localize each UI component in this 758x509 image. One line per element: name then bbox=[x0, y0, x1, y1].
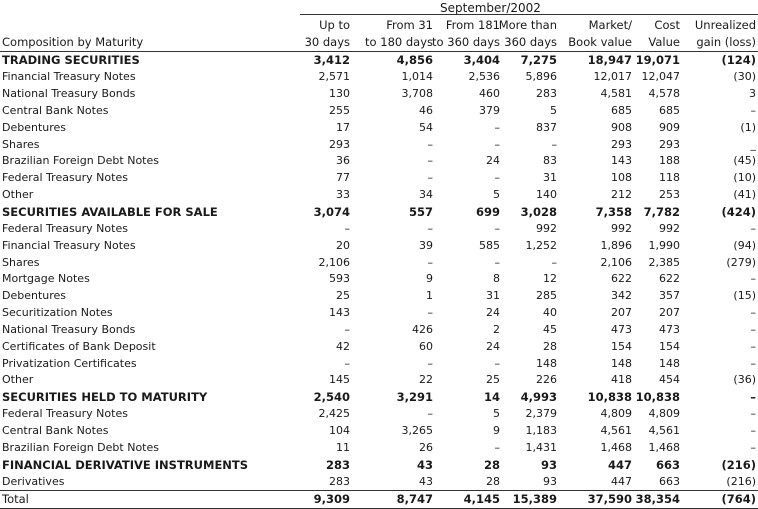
cell-181-to-360-days: – bbox=[494, 171, 500, 185]
column-header-row bbox=[0, 17, 758, 52]
cell-market-book-value: 10,838 bbox=[587, 390, 632, 405]
cell-up-to-30-days: 143 bbox=[329, 306, 350, 320]
row-label: Total bbox=[0, 490, 290, 508]
cell-181-to-360-days: 5 bbox=[493, 407, 500, 421]
cell-cost-value: 2,385 bbox=[648, 255, 680, 269]
cell-market-book-value: 685 bbox=[611, 103, 632, 117]
row-label: National Treasury Bonds bbox=[2, 322, 136, 336]
cell-31-to-180-days: 4,856 bbox=[352, 52, 435, 69]
cell-more-than-360-days: – bbox=[551, 255, 557, 269]
cell-unrealized-gain-loss: – bbox=[750, 221, 756, 235]
cell-cost-value: 253 bbox=[659, 188, 680, 202]
cell-31-to-180-days: 8,747 bbox=[352, 490, 435, 508]
row-label: Privatization Certificates bbox=[2, 356, 137, 370]
cell-31-to-180-days: – bbox=[427, 255, 433, 269]
cell-181-to-360-days: 24 bbox=[486, 306, 500, 320]
cell-unrealized-gain-loss: (41) bbox=[733, 188, 756, 202]
cell-more-than-360-days: 5,896 bbox=[525, 70, 557, 84]
cell-unrealized-gain-loss: (30) bbox=[733, 70, 756, 84]
cell-up-to-30-days: 17 bbox=[336, 120, 350, 134]
cell-more-than-360-days: 148 bbox=[536, 356, 557, 370]
cell-cost-value: 663 bbox=[655, 457, 680, 472]
cell-unrealized-gain-loss: _ bbox=[750, 137, 756, 151]
table-row bbox=[0, 288, 758, 305]
cell-unrealized-gain-loss: (124) bbox=[682, 52, 758, 69]
cell-cost-value: 685 bbox=[659, 103, 680, 117]
row-label: Central Bank Notes bbox=[2, 103, 109, 117]
cell-more-than-360-days: 7,275 bbox=[502, 52, 559, 69]
cell-181-to-360-days: 2,536 bbox=[468, 70, 500, 84]
section-row bbox=[0, 204, 758, 221]
row-label: SECURITIES HELD TO MATURITY bbox=[2, 390, 208, 405]
period-heading: September/2002 bbox=[440, 1, 541, 15]
row-label: Other bbox=[2, 188, 34, 202]
cell-unrealized-gain-loss: – bbox=[750, 407, 756, 421]
cell-unrealized-gain-loss: (94) bbox=[733, 238, 756, 252]
table-row bbox=[0, 406, 758, 423]
cell-up-to-30-days: 255 bbox=[329, 103, 350, 117]
cell-cost-value: 207 bbox=[659, 306, 680, 320]
cell-more-than-360-days: 31 bbox=[543, 171, 557, 185]
cell-more-than-360-days: 1,183 bbox=[525, 423, 557, 437]
cell-up-to-30-days: 593 bbox=[329, 272, 350, 286]
row-label: Federal Treasury Notes bbox=[2, 407, 128, 421]
cell-unrealized-gain-loss: (424) bbox=[721, 205, 756, 220]
cell-up-to-30-days: 42 bbox=[336, 339, 350, 353]
cell-more-than-360-days: 93 bbox=[540, 457, 557, 472]
cell-market-book-value: 207 bbox=[611, 306, 632, 320]
row-label: Debentures bbox=[2, 120, 67, 134]
cell-unrealized-gain-loss: (764) bbox=[682, 490, 758, 508]
cell-up-to-30-days: – bbox=[344, 356, 350, 370]
cell-more-than-360-days: 45 bbox=[543, 322, 557, 336]
cell-market-book-value: 37,590 bbox=[559, 490, 634, 508]
section-row bbox=[0, 52, 758, 69]
cell-181-to-360-days: 3,404 bbox=[435, 52, 502, 69]
cell-up-to-30-days: 3,412 bbox=[290, 52, 352, 69]
row-label: Mortgage Notes bbox=[2, 272, 90, 286]
row-label: SECURITIES AVAILABLE FOR SALE bbox=[2, 205, 218, 220]
cell-181-to-360-days: 4,145 bbox=[435, 490, 502, 508]
cell-more-than-360-days: 40 bbox=[543, 306, 557, 320]
cell-181-to-360-days: – bbox=[494, 221, 500, 235]
row-label: National Treasury Bonds bbox=[2, 87, 136, 101]
cell-181-to-360-days: – bbox=[494, 137, 500, 151]
header-181-to-360-days: From 181 to 360 days bbox=[432, 18, 500, 49]
cell-more-than-360-days: 93 bbox=[543, 474, 557, 488]
row-label: TRADING SECURITIES bbox=[0, 52, 290, 69]
cell-market-book-value: 108 bbox=[611, 171, 632, 185]
cell-up-to-30-days: 104 bbox=[329, 423, 350, 437]
table-row bbox=[0, 69, 758, 86]
table-row bbox=[0, 271, 758, 288]
cell-market-book-value: 7,358 bbox=[595, 205, 632, 220]
cell-market-book-value: 622 bbox=[611, 272, 632, 286]
cell-cost-value: 4,809 bbox=[648, 407, 680, 421]
header-unrealized-gain-loss: Unrealized gain (loss) bbox=[694, 18, 756, 49]
row-label: FINANCIAL DERIVATIVE INSTRUMENTS bbox=[2, 457, 249, 472]
cell-cost-value: 4,561 bbox=[648, 423, 680, 437]
cell-unrealized-gain-loss: – bbox=[750, 356, 756, 370]
row-label: Debentures bbox=[2, 289, 67, 303]
cell-market-book-value: 143 bbox=[611, 154, 632, 168]
cell-up-to-30-days: 2,571 bbox=[318, 70, 350, 84]
table-row bbox=[0, 86, 758, 103]
row-label: Federal Treasury Notes bbox=[2, 221, 128, 235]
cell-cost-value: 663 bbox=[659, 474, 680, 488]
row-label: Brazilian Foreign Debt Notes bbox=[2, 154, 159, 168]
cell-market-book-value: 447 bbox=[611, 474, 632, 488]
cell-cost-value: 454 bbox=[659, 373, 680, 387]
cell-181-to-360-days: – bbox=[494, 120, 500, 134]
table-row bbox=[0, 372, 758, 389]
row-label: Federal Treasury Notes bbox=[2, 171, 128, 185]
cell-more-than-360-days: 83 bbox=[543, 154, 557, 168]
cell-more-than-360-days: 3,028 bbox=[520, 205, 557, 220]
cell-market-book-value: 418 bbox=[611, 373, 632, 387]
row-label: Shares bbox=[2, 137, 40, 151]
header-composition: Composition by Maturity bbox=[2, 35, 144, 49]
total-row bbox=[0, 490, 758, 508]
period-rule bbox=[300, 14, 758, 15]
cell-181-to-360-days: 28 bbox=[486, 474, 500, 488]
row-label: Certificates of Bank Deposit bbox=[2, 339, 156, 353]
cell-181-to-360-days: – bbox=[494, 255, 500, 269]
table-row bbox=[0, 338, 758, 355]
header-market-book-value: Market/ Book value bbox=[568, 18, 632, 49]
cell-cost-value: 12,047 bbox=[641, 70, 680, 84]
cell-31-to-180-days: 60 bbox=[419, 339, 433, 353]
cell-31-to-180-days: – bbox=[427, 171, 433, 185]
table-row bbox=[0, 153, 758, 170]
cell-cost-value: 10,838 bbox=[635, 390, 680, 405]
cell-31-to-180-days: 3,708 bbox=[401, 87, 433, 101]
cell-unrealized-gain-loss: (45) bbox=[733, 154, 756, 168]
cell-market-book-value: 1,468 bbox=[600, 440, 632, 454]
cell-31-to-180-days: 43 bbox=[419, 474, 433, 488]
cell-more-than-360-days: 1,431 bbox=[525, 440, 557, 454]
cell-up-to-30-days: 36 bbox=[336, 154, 350, 168]
cell-market-book-value: 18,947 bbox=[559, 52, 634, 69]
cell-up-to-30-days: 293 bbox=[329, 137, 350, 151]
table-row bbox=[0, 170, 758, 187]
cell-cost-value: 622 bbox=[659, 272, 680, 286]
cell-market-book-value: 992 bbox=[611, 221, 632, 235]
cell-market-book-value: 473 bbox=[611, 322, 632, 336]
cell-cost-value: 148 bbox=[659, 356, 680, 370]
cell-up-to-30-days: 33 bbox=[336, 188, 350, 202]
header-up-to-30-days: Up to 30 days bbox=[304, 18, 350, 49]
cell-31-to-180-days: 1 bbox=[426, 289, 433, 303]
cell-market-book-value: 293 bbox=[611, 137, 632, 151]
cell-unrealized-gain-loss: (279) bbox=[726, 255, 756, 269]
cell-more-than-360-days: – bbox=[551, 137, 557, 151]
cell-market-book-value: 148 bbox=[611, 356, 632, 370]
cell-181-to-360-days: 31 bbox=[486, 289, 500, 303]
cell-unrealized-gain-loss: (10) bbox=[733, 171, 756, 185]
cell-181-to-360-days: – bbox=[494, 440, 500, 454]
cell-181-to-360-days: 9 bbox=[493, 423, 500, 437]
cell-unrealized-gain-loss: – bbox=[750, 103, 756, 117]
cell-181-to-360-days: 379 bbox=[479, 103, 500, 117]
row-label: Brazilian Foreign Debt Notes bbox=[2, 440, 159, 454]
section-row bbox=[0, 456, 758, 473]
cell-181-to-360-days: 25 bbox=[486, 373, 500, 387]
cell-market-book-value: 154 bbox=[611, 339, 632, 353]
table-row bbox=[0, 187, 758, 204]
cell-31-to-180-days: – bbox=[427, 221, 433, 235]
cell-cost-value: 473 bbox=[659, 322, 680, 336]
cell-cost-value: 992 bbox=[659, 221, 680, 235]
cell-more-than-360-days: 285 bbox=[536, 289, 557, 303]
cell-31-to-180-days: 22 bbox=[419, 373, 433, 387]
cell-cost-value: 1,990 bbox=[648, 238, 680, 252]
cell-181-to-360-days: 24 bbox=[486, 339, 500, 353]
cell-31-to-180-days: – bbox=[427, 356, 433, 370]
table-row bbox=[0, 103, 758, 120]
cell-31-to-180-days: 557 bbox=[408, 205, 433, 220]
cell-181-to-360-days: 699 bbox=[475, 205, 500, 220]
row-label: Derivatives bbox=[2, 474, 65, 488]
cell-181-to-360-days: 5 bbox=[493, 188, 500, 202]
cell-unrealized-gain-loss: – bbox=[750, 339, 756, 353]
cell-more-than-360-days: 4,993 bbox=[520, 390, 557, 405]
row-label: Financial Treasury Notes bbox=[2, 238, 136, 252]
cell-unrealized-gain-loss: (216) bbox=[721, 457, 756, 472]
cell-31-to-180-days: 43 bbox=[416, 457, 433, 472]
cell-more-than-360-days: 283 bbox=[536, 87, 557, 101]
cell-market-book-value: 2,106 bbox=[600, 255, 632, 269]
cell-31-to-180-days: 26 bbox=[419, 440, 433, 454]
cell-181-to-360-days: 14 bbox=[483, 390, 500, 405]
cell-up-to-30-days: 9,309 bbox=[290, 490, 352, 508]
cell-up-to-30-days: 20 bbox=[336, 238, 350, 252]
cell-more-than-360-days: 2,379 bbox=[525, 407, 557, 421]
cell-cost-value: 357 bbox=[659, 289, 680, 303]
cell-more-than-360-days: 5 bbox=[550, 103, 557, 117]
cell-cost-value: 118 bbox=[659, 171, 680, 185]
cell-31-to-180-days: 426 bbox=[412, 322, 433, 336]
row-label: Other bbox=[2, 373, 34, 387]
cell-up-to-30-days: 3,074 bbox=[313, 205, 350, 220]
cell-31-to-180-days: 9 bbox=[426, 272, 433, 286]
cell-31-to-180-days: – bbox=[427, 154, 433, 168]
cell-up-to-30-days: 77 bbox=[336, 171, 350, 185]
cell-181-to-360-days: 460 bbox=[479, 87, 500, 101]
cell-31-to-180-days: – bbox=[427, 407, 433, 421]
cell-181-to-360-days: – bbox=[494, 356, 500, 370]
cell-up-to-30-days: 130 bbox=[329, 87, 350, 101]
cell-181-to-360-days: 28 bbox=[483, 457, 500, 472]
header-cost-value: Cost Value bbox=[648, 18, 680, 49]
table-row bbox=[0, 439, 758, 456]
cell-market-book-value: 4,561 bbox=[600, 423, 632, 437]
table-row bbox=[0, 423, 758, 440]
cell-market-book-value: 908 bbox=[611, 120, 632, 134]
row-label: Shares bbox=[2, 255, 40, 269]
cell-up-to-30-days: – bbox=[344, 322, 350, 336]
cell-unrealized-gain-loss: – bbox=[750, 440, 756, 454]
header-31-to-180-days: From 31 to 180 days bbox=[365, 18, 433, 49]
cell-more-than-360-days: 12 bbox=[543, 272, 557, 286]
cell-more-than-360-days: 1,252 bbox=[525, 238, 557, 252]
table-row bbox=[0, 322, 758, 339]
cell-cost-value: 909 bbox=[659, 120, 680, 134]
cell-181-to-360-days: 585 bbox=[479, 238, 500, 252]
table-row bbox=[0, 305, 758, 322]
cell-cost-value: 38,354 bbox=[635, 492, 680, 507]
header-more-than-360-days: More than 360 days bbox=[498, 18, 557, 49]
cell-31-to-180-days: – bbox=[427, 137, 433, 151]
table-row bbox=[0, 237, 758, 254]
cell-up-to-30-days: 25 bbox=[336, 289, 350, 303]
maturity-data-table bbox=[0, 51, 758, 509]
section-row bbox=[0, 389, 758, 406]
cell-market-book-value: 212 bbox=[611, 188, 632, 202]
cell-unrealized-gain-loss: – bbox=[750, 272, 756, 286]
cell-cost-value: 7,782 bbox=[643, 205, 680, 220]
row-label: Financial Treasury Notes bbox=[2, 70, 136, 84]
cell-cost-value: 4,578 bbox=[648, 87, 680, 101]
cell-more-than-360-days: 837 bbox=[536, 120, 557, 134]
cell-unrealized-gain-loss: – bbox=[750, 423, 756, 437]
table-row bbox=[0, 355, 758, 372]
cell-up-to-30-days: 145 bbox=[329, 373, 350, 387]
cell-unrealized-gain-loss: – bbox=[750, 390, 756, 405]
cell-market-book-value: 12,017 bbox=[593, 70, 632, 84]
cell-181-to-360-days: 24 bbox=[486, 154, 500, 168]
cell-cost-value: 188 bbox=[659, 154, 680, 168]
table-row bbox=[0, 119, 758, 136]
cell-31-to-180-days: 3,291 bbox=[396, 390, 433, 405]
cell-market-book-value: 4,581 bbox=[600, 87, 632, 101]
cell-31-to-180-days: 3,265 bbox=[401, 423, 433, 437]
cell-31-to-180-days: 46 bbox=[419, 103, 433, 117]
cell-market-book-value: 447 bbox=[607, 457, 632, 472]
cell-market-book-value: 342 bbox=[611, 289, 632, 303]
cell-31-to-180-days: 34 bbox=[419, 188, 433, 202]
row-label: Central Bank Notes bbox=[2, 423, 109, 437]
cell-unrealized-gain-loss: (36) bbox=[733, 373, 756, 387]
cell-31-to-180-days: 39 bbox=[419, 238, 433, 252]
cell-up-to-30-days: 2,106 bbox=[318, 255, 350, 269]
cell-cost-value: 1,468 bbox=[648, 440, 680, 454]
cell-more-than-360-days: 15,389 bbox=[502, 490, 559, 508]
table-row bbox=[0, 220, 758, 237]
table-row bbox=[0, 473, 758, 490]
table-row bbox=[0, 254, 758, 271]
cell-unrealized-gain-loss: (15) bbox=[733, 289, 756, 303]
cell-unrealized-gain-loss: – bbox=[750, 306, 756, 320]
cell-market-book-value: 1,896 bbox=[600, 238, 632, 252]
cell-31-to-180-days: – bbox=[427, 306, 433, 320]
cell-up-to-30-days: – bbox=[344, 221, 350, 235]
cell-more-than-360-days: 992 bbox=[536, 221, 557, 235]
cell-unrealized-gain-loss: 3 bbox=[749, 87, 756, 101]
cell-cost-value: 154 bbox=[659, 339, 680, 353]
cell-up-to-30-days: 283 bbox=[325, 457, 350, 472]
cell-31-to-180-days: 1,014 bbox=[401, 70, 433, 84]
cell-181-to-360-days: 8 bbox=[493, 272, 500, 286]
cell-market-book-value: 4,809 bbox=[600, 407, 632, 421]
cell-up-to-30-days: 2,540 bbox=[313, 390, 350, 405]
cell-31-to-180-days: 54 bbox=[419, 120, 433, 134]
cell-up-to-30-days: 11 bbox=[336, 440, 350, 454]
table-row bbox=[0, 136, 758, 153]
cell-more-than-360-days: 28 bbox=[543, 339, 557, 353]
cell-cost-value: 19,071 bbox=[635, 53, 680, 68]
row-label: Securitization Notes bbox=[2, 306, 113, 320]
cell-more-than-360-days: 140 bbox=[536, 188, 557, 202]
cell-more-than-360-days: 226 bbox=[536, 373, 557, 387]
cell-up-to-30-days: 2,425 bbox=[318, 407, 350, 421]
cell-cost-value: 293 bbox=[659, 137, 680, 151]
cell-up-to-30-days: 283 bbox=[329, 474, 350, 488]
cell-unrealized-gain-loss: – bbox=[750, 322, 756, 336]
cell-unrealized-gain-loss: (1) bbox=[740, 120, 756, 134]
cell-181-to-360-days: 2 bbox=[493, 322, 500, 336]
cell-unrealized-gain-loss: (216) bbox=[726, 474, 756, 488]
